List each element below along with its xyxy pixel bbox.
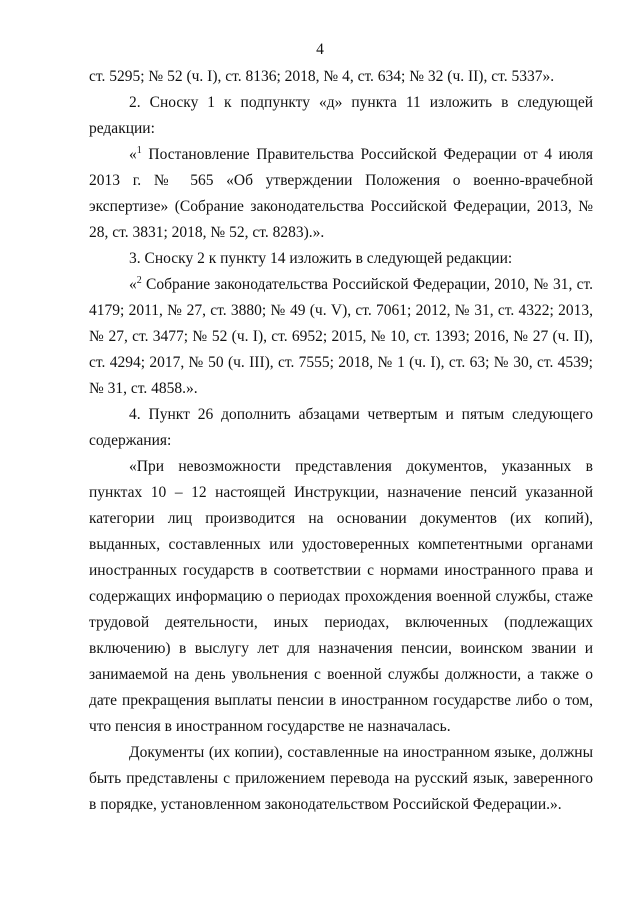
footnote-1-text: Постановление Правительства Российской Федерации от 4 июля 2013 г. № 565 «Об утверждении Положения о военно-врачебной экспертизе» (Собрание законодательства Российской Федерации, 2013, № 28, ст. 3831; 2018, № 52, ст. 8283).». [89, 146, 593, 241]
paragraph-quoted-text-2: Документы (их копии), составленные на иностранном языке, должны быть представлены с приложением перевода на русский язык, заверенного в порядке, установленном законодательством Российской Федерации.». [89, 744, 593, 813]
paragraph-item-4: 4. Пункт 26 дополнить абзацами четвертым и пятым следующего содержания: [89, 406, 593, 449]
document-body [89, 64, 593, 818]
footnote-marker-2: 2 [136, 275, 142, 286]
paragraph-footnote-2 [89, 272, 593, 402]
paragraph-quoted-text-1: «При невозможности представления документов, указанных в пунктах 10 – 12 настоящей Инструкции, назначение пенсий указанной категории лиц производится на основании документов (их копий), выданных, составленных или удостоверенных компетентными органами иностранных государств в соответствии с нормами иностранного права и содержащих информацию о периодах прохождения военной службы, стаже трудовой деятельности, иных периодах, включенных (подлежащих включению) в выслугу лет для назначения пенсии, воинском звании и занимаемой на день увольнения с военной службы должности, а также о дате прекращения выплаты пенсии в иностранном государстве либо о том, что пенсия в иностранном государстве не назначалась. [89, 458, 593, 735]
quote-open: « [129, 146, 137, 163]
page-number: 4 [316, 41, 324, 58]
paragraph-item-2: 2. Сноску 1 к подпункту «д» пункта 11 изложить в следующей редакции: [89, 94, 593, 137]
paragraph-item-3: 3. Сноску 2 к пункту 14 изложить в следующей редакции: [129, 250, 513, 267]
footnote-marker-1: 1 [136, 145, 142, 156]
quote-open: « [129, 276, 137, 293]
paragraph-footnote-1 [89, 142, 593, 246]
paragraph-continuation: ст. 5295; № 52 (ч. I), ст. 8136; 2018, № 4, ст. 634; № 32 (ч. II), ст. 5337». [89, 68, 555, 85]
footnote-2-text: Собрание законодательства Российской Федерации, 2010, № 31, ст. 4179; 2011, № 27, ст. 3880; № 49 (ч. V), ст. 7061; 2012, № 31, ст. 4322; 2013, № 27, ст. 3477; № 52 (ч. I), ст. 6952; 2015, № 10, ст. 1393; 2016, № 27 (ч. II), ст. 4294; 2017, № 50 (ч. III), ст. 7555; 2018, № 1 (ч. I), ст. 63; № 30, ст. 4539; № 31, ст. 4858.». [89, 276, 593, 397]
